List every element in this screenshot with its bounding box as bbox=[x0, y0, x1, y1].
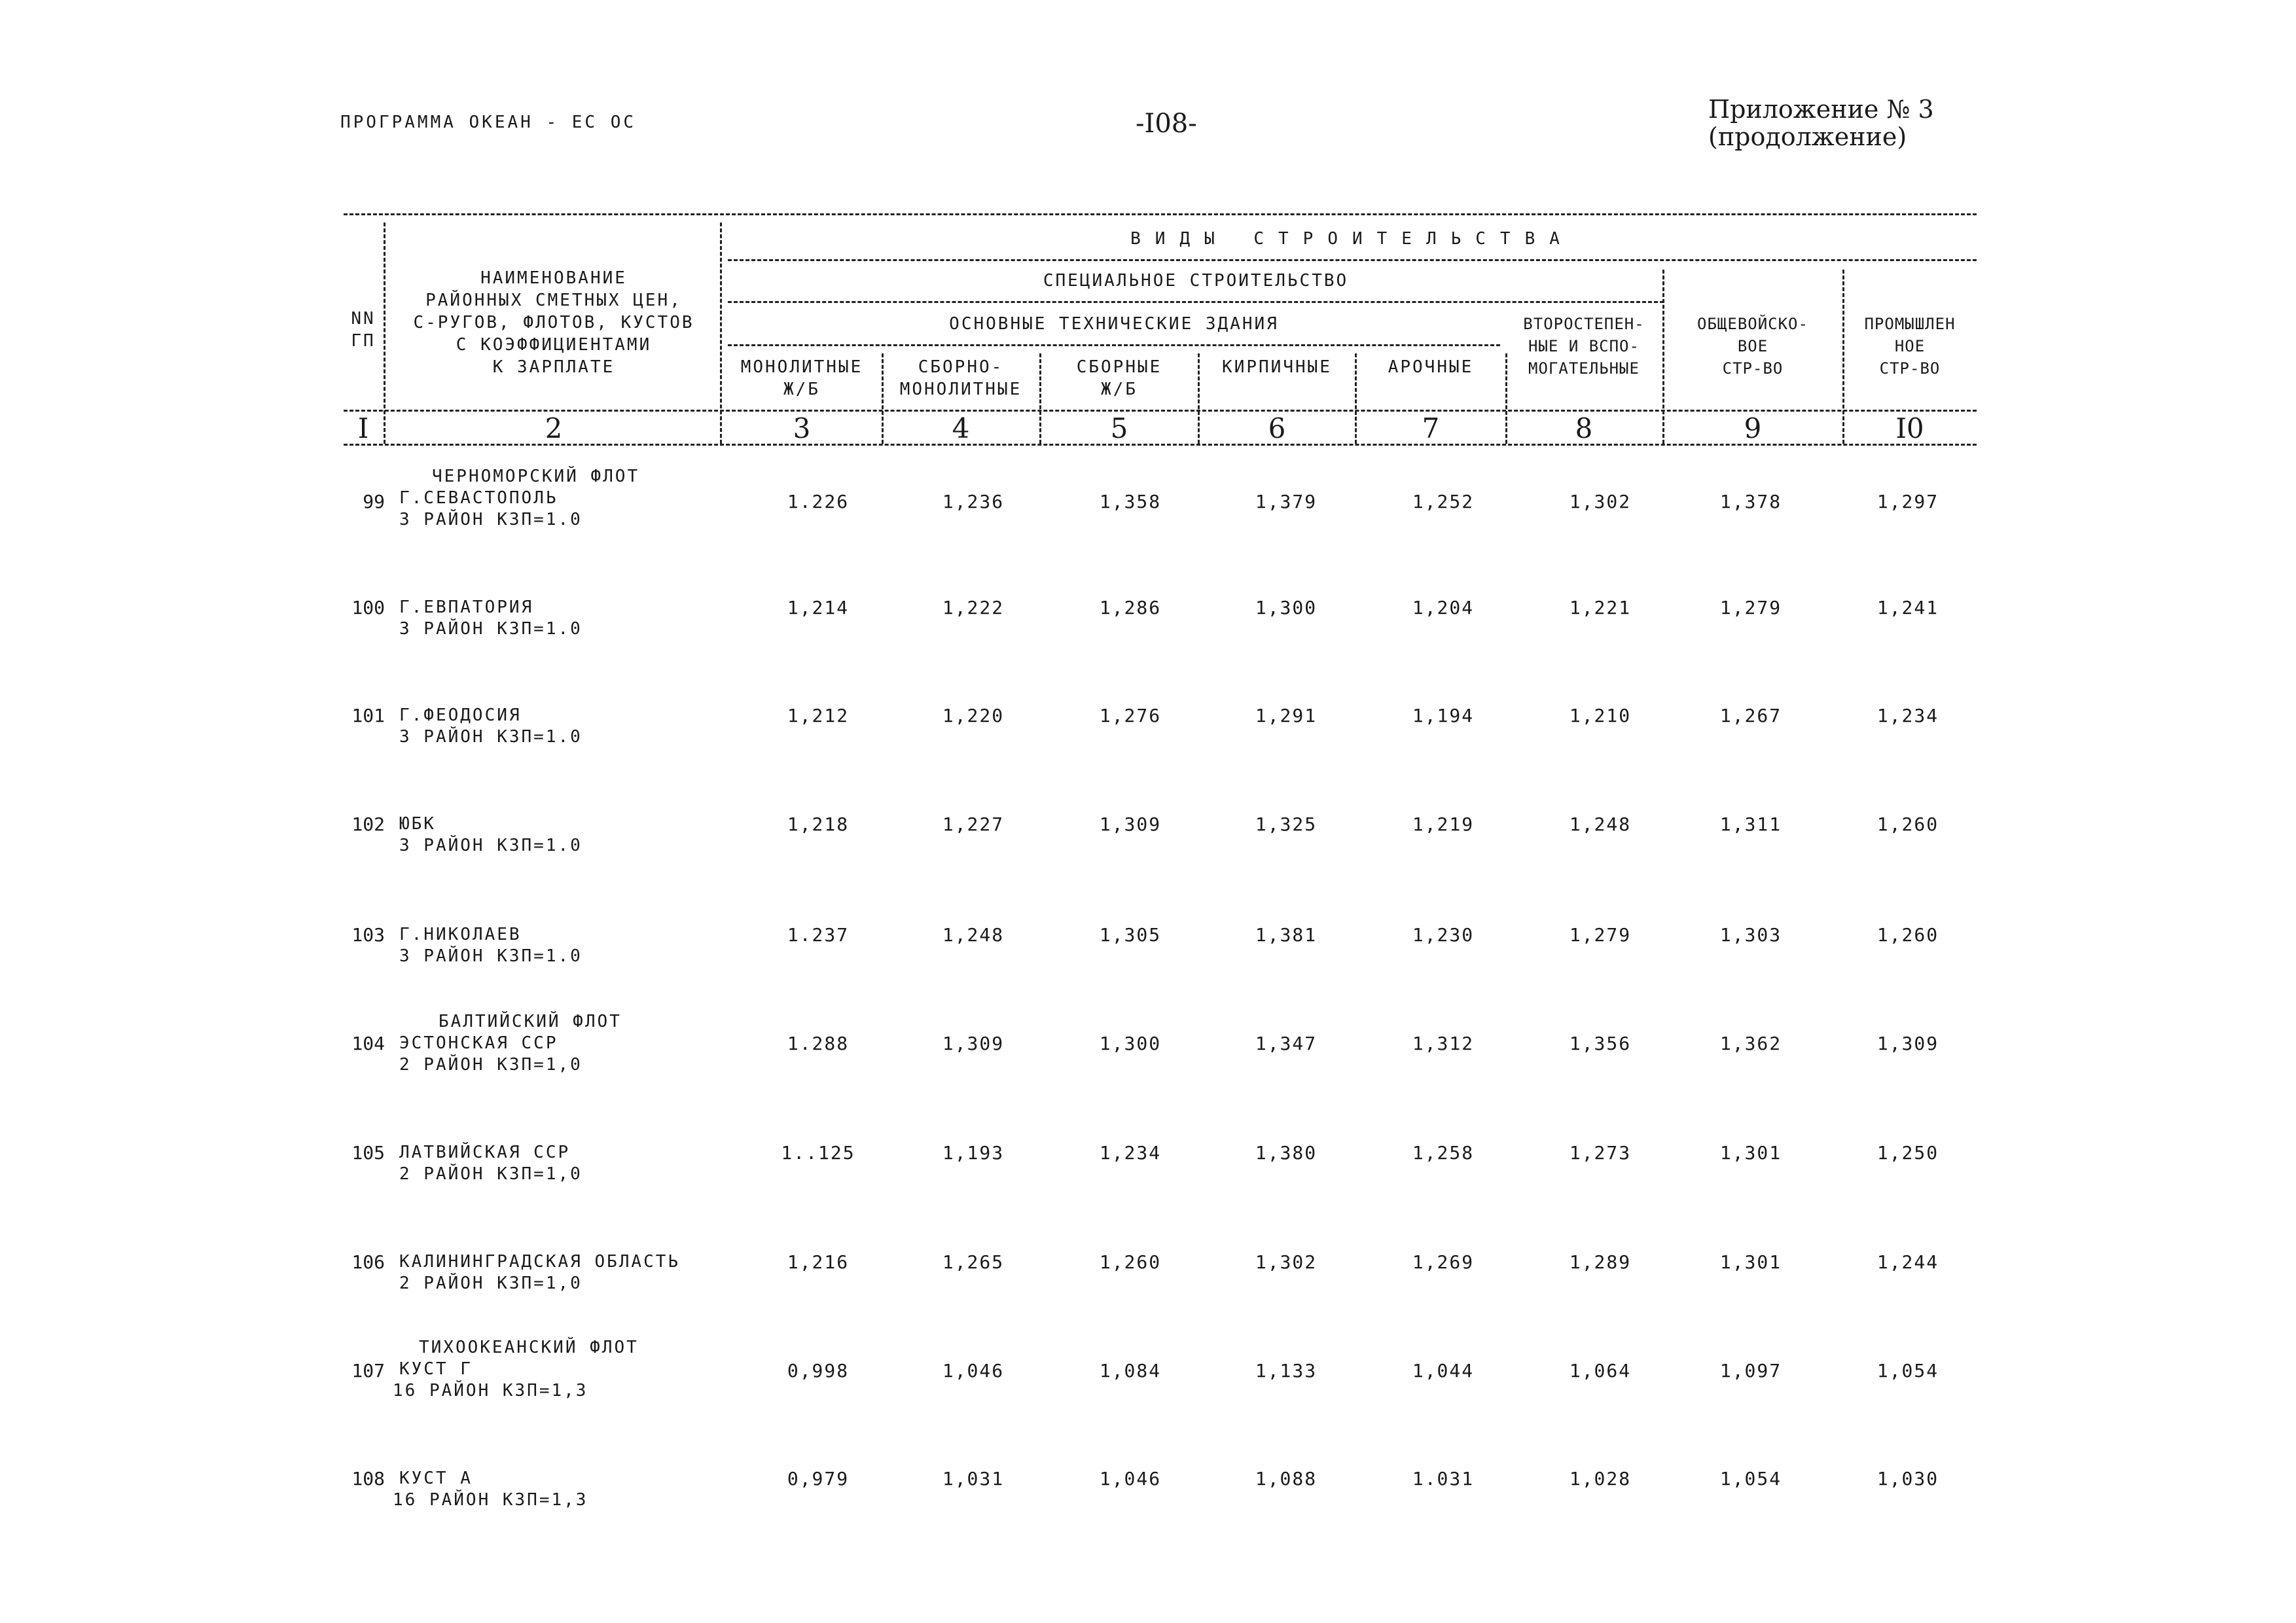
row-district: 2 РАЙОН КЗП=1,0 bbox=[399, 1274, 583, 1293]
table-row bbox=[0, 705, 2296, 803]
col-header-9: ОБЩЕВОЙСКО- ВОЕ СТР-ВО bbox=[1697, 315, 1808, 378]
value-col-4: 1,227 bbox=[942, 813, 1005, 835]
row-name: Г.ФЕОДОСИЯ bbox=[399, 705, 522, 725]
value-col-9: 1,267 bbox=[1719, 705, 1782, 726]
special-header: СПЕЦИАЛЬНОЕ СТРОИТЕЛЬСТВО bbox=[1043, 271, 1349, 291]
row-name-block bbox=[399, 1251, 680, 1294]
value-col-9: 1,311 bbox=[1719, 813, 1782, 835]
kinds-rule bbox=[728, 259, 1977, 261]
value-col-8: 1,302 bbox=[1569, 491, 1632, 512]
no-header: NN ГП bbox=[351, 309, 376, 351]
col-header-10: ПРОМЫШЛЕН НОЕ СТР-ВО bbox=[1864, 315, 1956, 378]
value-col-4: 1,220 bbox=[942, 705, 1005, 726]
value-col-3: 1..125 bbox=[781, 1142, 855, 1164]
row-name-block bbox=[399, 1011, 622, 1076]
table-row bbox=[0, 1251, 2296, 1349]
col-divider-2 bbox=[720, 223, 722, 444]
value-col-8: 1,028 bbox=[1569, 1468, 1632, 1489]
col-number-1: I bbox=[357, 412, 369, 444]
value-col-8: 1,221 bbox=[1569, 597, 1632, 618]
value-col-9: 1,301 bbox=[1719, 1251, 1782, 1273]
row-name: ЭСТОНСКАЯ ССР bbox=[399, 1033, 558, 1053]
value-col-5: 1,260 bbox=[1099, 1251, 1162, 1273]
col-number-5: 5 bbox=[1110, 412, 1128, 444]
table-row bbox=[0, 1011, 2296, 1109]
row-name-block bbox=[399, 466, 639, 531]
row-district: 3 РАЙОН КЗП=1.0 bbox=[399, 510, 583, 529]
value-col-3: 1,218 bbox=[787, 813, 850, 835]
main-tech-header: ОСНОВНЫЕ ТЕХНИЧЕСКИЕ ЗДАНИЯ bbox=[949, 314, 1279, 334]
value-col-5: 1,300 bbox=[1099, 1033, 1162, 1054]
value-col-8: 1,248 bbox=[1569, 813, 1632, 835]
value-col-4: 1,248 bbox=[942, 924, 1005, 946]
value-col-4: 1,031 bbox=[942, 1468, 1005, 1489]
col-number-10: I0 bbox=[1895, 412, 1924, 444]
row-district: 16 РАЙОН КЗП=1,3 bbox=[393, 1381, 588, 1400]
value-col-5: 1,286 bbox=[1099, 597, 1162, 618]
value-col-3: 1,216 bbox=[787, 1251, 850, 1273]
table-row bbox=[0, 1337, 2296, 1435]
value-col-10: 1,030 bbox=[1876, 1468, 1939, 1489]
fleet-group: ЧЕРНОМОРСКИЙ ФЛОТ bbox=[432, 467, 640, 486]
row-name-block bbox=[399, 705, 583, 748]
value-col-10: 1,250 bbox=[1876, 1142, 1939, 1164]
value-col-6: 1,088 bbox=[1255, 1468, 1318, 1489]
appendix-line-2: (продолжение) bbox=[1708, 122, 1907, 151]
value-col-5: 1,276 bbox=[1099, 705, 1162, 726]
col-header-7: АРОЧНЫЕ bbox=[1388, 357, 1474, 377]
value-col-6: 1,133 bbox=[1255, 1360, 1318, 1382]
value-col-6: 1,300 bbox=[1255, 597, 1318, 618]
value-col-8: 1,356 bbox=[1569, 1033, 1632, 1054]
col-header-6: КИРПИЧНЫЕ bbox=[1222, 357, 1332, 377]
appendix-label bbox=[1708, 96, 1934, 151]
value-col-10: 1,309 bbox=[1876, 1033, 1939, 1054]
table-row bbox=[0, 597, 2296, 695]
value-col-3: 1,212 bbox=[787, 705, 850, 726]
value-col-9: 1,301 bbox=[1719, 1142, 1782, 1164]
row-name: КУСТ А bbox=[399, 1469, 473, 1488]
value-col-4: 1,309 bbox=[942, 1033, 1005, 1054]
value-col-6: 1,291 bbox=[1255, 705, 1318, 726]
value-col-8: 1,289 bbox=[1569, 1251, 1632, 1273]
col-header-4: СБОРНО- МОНОЛИТНЫЕ bbox=[899, 357, 1022, 399]
value-col-5: 1,305 bbox=[1099, 924, 1162, 946]
value-col-3: 1.237 bbox=[787, 924, 850, 946]
page-number: -I08- bbox=[1136, 109, 1197, 139]
row-name-block bbox=[399, 813, 583, 857]
row-name-block bbox=[399, 924, 583, 967]
col-number-4: 4 bbox=[952, 412, 970, 444]
table-row bbox=[0, 924, 2296, 1022]
value-col-3: 1,214 bbox=[787, 597, 850, 618]
table-row bbox=[0, 1142, 2296, 1240]
value-col-10: 1,234 bbox=[1876, 705, 1939, 726]
col-number-8: 8 bbox=[1575, 412, 1593, 444]
row-district: 2 РАЙОН КЗП=1,0 bbox=[399, 1055, 583, 1075]
program-title: ПРОГРАММА ОКЕАН - ЕС ОС bbox=[340, 113, 637, 132]
special-rule bbox=[728, 301, 1664, 303]
value-col-6: 1,381 bbox=[1255, 924, 1318, 946]
row-district: 3 РАЙОН КЗП=1.0 bbox=[399, 946, 583, 966]
value-col-5: 1,084 bbox=[1099, 1360, 1162, 1382]
value-col-7: 1,312 bbox=[1412, 1033, 1475, 1054]
row-name-block bbox=[393, 1468, 588, 1511]
value-col-7: 1.031 bbox=[1412, 1468, 1475, 1489]
value-col-6: 1,302 bbox=[1255, 1251, 1318, 1273]
row-name: Г.СЕВАСТОПОЛЬ bbox=[399, 488, 558, 508]
value-col-4: 1,046 bbox=[942, 1360, 1005, 1382]
value-col-7: 1,044 bbox=[1412, 1360, 1475, 1382]
name-header: НАИМЕНОВАНИЕ РАЙОННЫХ СМЕТНЫХ ЦЕН, С-РУГОВ, ФЛОТОВ, КУСТОВ С КОЭФФИЦИЕНТАМИ К ЗАРПЛАТЕ bbox=[413, 268, 694, 377]
fleet-group: БАЛТИЙСКИЙ ФЛОТ bbox=[439, 1012, 622, 1031]
table-row bbox=[0, 1468, 2296, 1566]
value-col-3: 1.226 bbox=[787, 491, 850, 512]
value-col-7: 1,194 bbox=[1412, 705, 1475, 726]
value-col-4: 1,193 bbox=[942, 1142, 1005, 1164]
value-col-7: 1,252 bbox=[1412, 491, 1475, 512]
value-col-7: 1,230 bbox=[1412, 924, 1475, 946]
value-col-3: 1.288 bbox=[787, 1033, 850, 1054]
value-col-10: 1,244 bbox=[1876, 1251, 1939, 1273]
value-col-4: 1,222 bbox=[942, 597, 1005, 618]
value-col-6: 1,379 bbox=[1255, 491, 1318, 512]
value-col-10: 1,260 bbox=[1876, 924, 1939, 946]
value-col-10: 1,297 bbox=[1876, 491, 1939, 512]
value-col-9: 1,303 bbox=[1719, 924, 1782, 946]
row-number: 108 bbox=[351, 1468, 385, 1489]
value-col-8: 1,279 bbox=[1569, 924, 1632, 946]
value-col-3: 0,979 bbox=[787, 1468, 850, 1489]
row-number: 102 bbox=[351, 813, 385, 835]
col-header-8: ВТОРОСТЕПЕН- НЫЕ И ВСПО- МОГАТЕЛЬНЫЕ bbox=[1523, 315, 1645, 378]
row-name: КУСТ Г bbox=[399, 1359, 473, 1379]
fleet-group: ТИХООКЕАНСКИЙ ФЛОТ bbox=[419, 1338, 639, 1357]
value-col-9: 1,279 bbox=[1719, 597, 1782, 618]
row-name-block bbox=[393, 1337, 639, 1402]
table-row bbox=[0, 813, 2296, 912]
value-col-10: 1,260 bbox=[1876, 813, 1939, 835]
appendix-line-1: Приложение № 3 bbox=[1708, 95, 1934, 124]
row-district: 3 РАЙОН КЗП=1.0 bbox=[399, 836, 583, 855]
value-col-6: 1,347 bbox=[1255, 1033, 1318, 1054]
row-number: 104 bbox=[351, 1033, 385, 1054]
value-col-7: 1,219 bbox=[1412, 813, 1475, 835]
row-district: 16 РАЙОН КЗП=1,3 bbox=[393, 1490, 588, 1510]
col-number-2: 2 bbox=[545, 412, 563, 444]
row-number: 106 bbox=[351, 1251, 385, 1273]
table-row bbox=[0, 466, 2296, 564]
value-col-6: 1,325 bbox=[1255, 813, 1318, 835]
col-header-3: МОНОЛИТНЫЕ Ж/Б bbox=[740, 357, 863, 399]
row-district: 2 РАЙОН КЗП=1,0 bbox=[399, 1164, 583, 1184]
value-col-9: 1,378 bbox=[1719, 491, 1782, 512]
col-number-9: 9 bbox=[1744, 412, 1762, 444]
value-col-5: 1,046 bbox=[1099, 1468, 1162, 1489]
row-number: 105 bbox=[351, 1142, 385, 1164]
value-col-9: 1,097 bbox=[1719, 1360, 1782, 1382]
value-col-6: 1,380 bbox=[1255, 1142, 1318, 1164]
main-tech-rule bbox=[728, 344, 1500, 346]
value-col-8: 1,273 bbox=[1569, 1142, 1632, 1164]
header-top-rule bbox=[344, 213, 1977, 215]
col-divider-4 bbox=[1039, 353, 1041, 444]
kinds-header: ВИДЫ СТРОИТЕЛЬСТВА bbox=[1130, 229, 1574, 249]
value-col-8: 1,064 bbox=[1569, 1360, 1632, 1382]
header-bottom-rule bbox=[344, 410, 1977, 412]
row-name: ЛАТВИЙСКАЯ ССР bbox=[399, 1143, 571, 1162]
row-number: 99 bbox=[363, 491, 385, 512]
row-number: 101 bbox=[351, 705, 385, 726]
col-number-6: 6 bbox=[1268, 412, 1286, 444]
row-name: КАЛИНИНГРАДСКАЯ ОБЛАСТЬ bbox=[399, 1252, 681, 1272]
value-col-8: 1,210 bbox=[1569, 705, 1632, 726]
value-col-7: 1,269 bbox=[1412, 1251, 1475, 1273]
row-name: ЮБК bbox=[399, 814, 436, 834]
row-district: 3 РАЙОН КЗП=1.0 bbox=[399, 727, 583, 747]
row-name-block bbox=[399, 1142, 583, 1185]
value-col-3: 0,998 bbox=[787, 1360, 850, 1382]
value-col-10: 1,054 bbox=[1876, 1360, 1939, 1382]
col-header-5: СБОРНЫЕ Ж/Б bbox=[1076, 357, 1162, 399]
row-name: Г.НИКОЛАЕВ bbox=[399, 925, 522, 944]
value-col-4: 1,236 bbox=[942, 491, 1005, 512]
col-number-3: 3 bbox=[793, 412, 811, 444]
value-col-5: 1,358 bbox=[1099, 491, 1162, 512]
value-col-10: 1,241 bbox=[1876, 597, 1939, 618]
value-col-5: 1,309 bbox=[1099, 813, 1162, 835]
row-number: 100 bbox=[351, 597, 385, 618]
row-number: 103 bbox=[351, 924, 385, 946]
value-col-9: 1,362 bbox=[1719, 1033, 1782, 1054]
value-col-9: 1,054 bbox=[1719, 1468, 1782, 1489]
value-col-7: 1,204 bbox=[1412, 597, 1475, 618]
row-name: Г.ЕВПАТОРИЯ bbox=[399, 597, 534, 617]
col-number-7: 7 bbox=[1422, 412, 1440, 444]
value-col-5: 1,234 bbox=[1099, 1142, 1162, 1164]
row-district: 3 РАЙОН КЗП=1.0 bbox=[399, 619, 583, 639]
row-name-block bbox=[399, 597, 583, 640]
value-col-4: 1,265 bbox=[942, 1251, 1005, 1273]
row-number: 107 bbox=[351, 1360, 385, 1382]
value-col-7: 1,258 bbox=[1412, 1142, 1475, 1164]
